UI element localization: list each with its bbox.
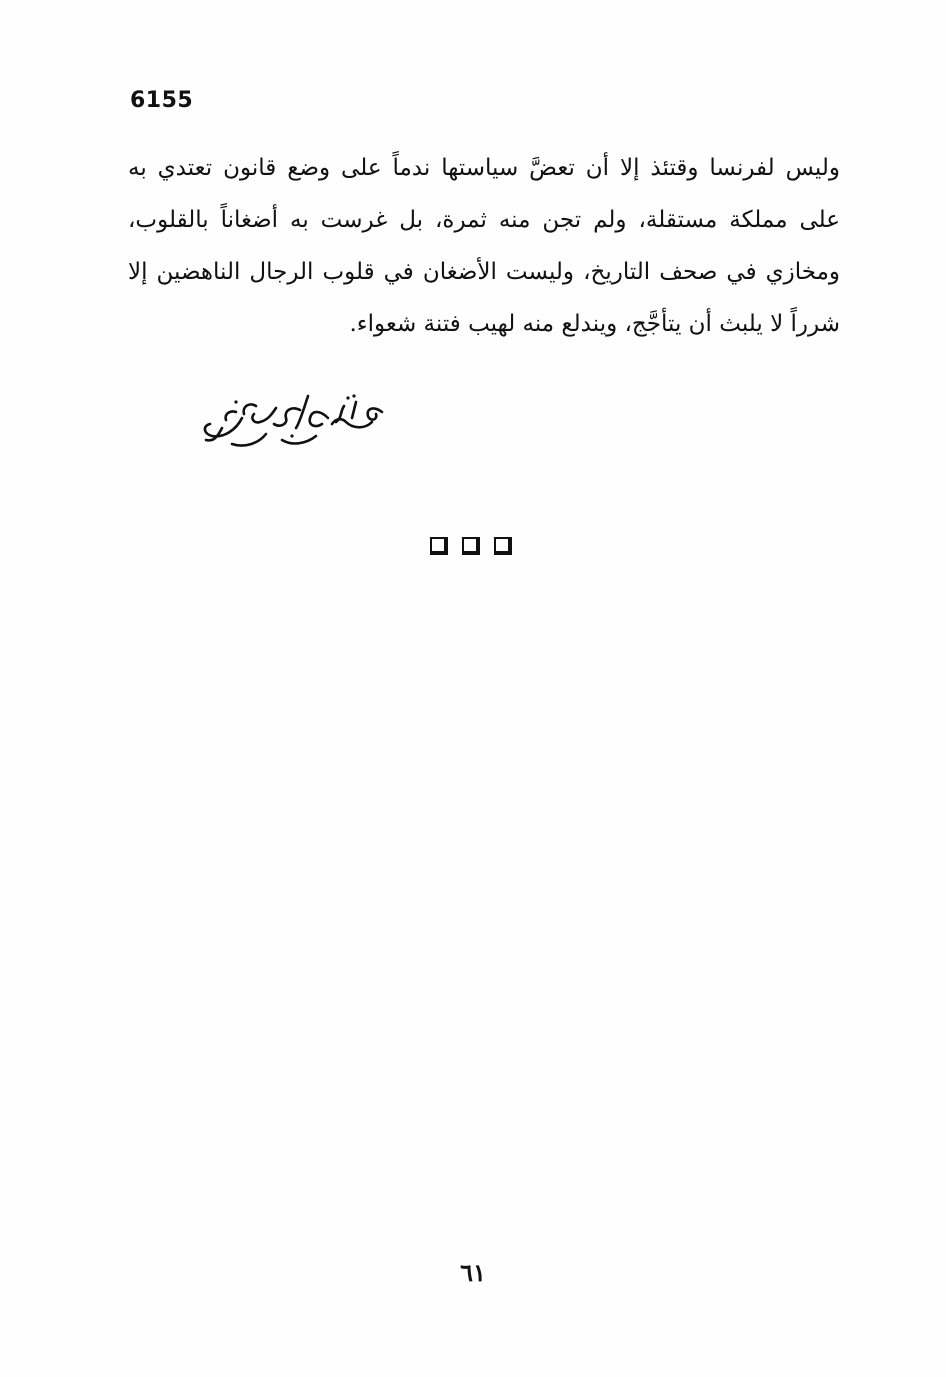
body-line-4: شرراً لا يلبث أن يتأجَّج، ويندلع منه لهيب فتنة شعواء.	[349, 311, 840, 337]
separator-box-icon	[430, 537, 448, 555]
handwritten-signature	[196, 388, 396, 458]
body-line-1: وليس لفرنسا وقتئذ إلا أن تعضَّ سياستها ندماً على وضع قانون تعتدي به	[128, 155, 840, 181]
page-id-label: 6155	[130, 88, 194, 113]
body-paragraph	[128, 142, 840, 350]
body-line-2: على مملكة مستقلة، ولم تجن منه ثمرة، بل غرست به أضغاناً بالقلوب،	[128, 207, 840, 233]
separator-box-icon	[494, 537, 512, 555]
body-line-3: ومخازي في صحف التاريخ، وليست الأضغان في قلوب الرجال الناهضين إلا	[128, 259, 840, 285]
section-separator	[430, 537, 512, 555]
page-number: ٦١	[460, 1258, 486, 1287]
separator-box-icon	[462, 537, 480, 555]
